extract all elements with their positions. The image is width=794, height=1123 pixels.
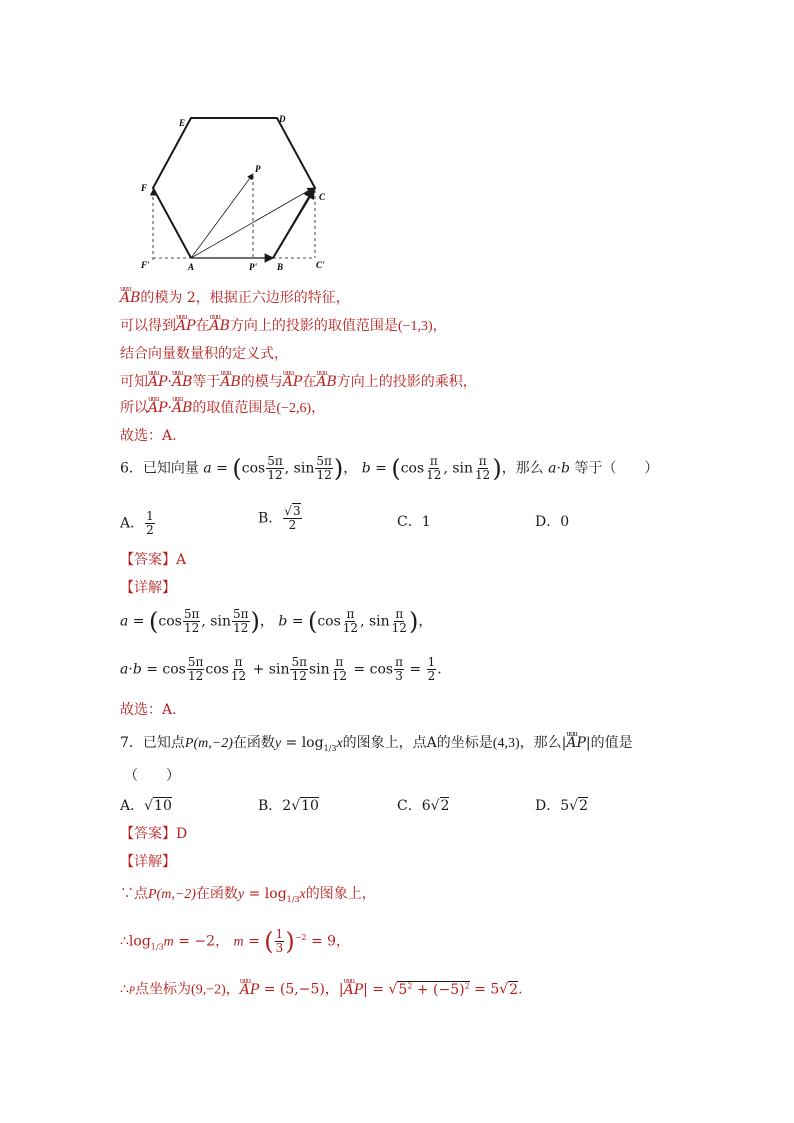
label-b: B: [277, 262, 284, 272]
vector-ap: [191, 174, 253, 258]
q6-stem: 6．已知向量 a = (cos $\frac{5\pi}{12}$ , sin $\frac{5\pi}{12}$ )， b = (cos $\frac{\pi}{12}$ , sin $\frac{\pi}{12}$ )，那么 a·b 等于（ ）: [120, 454, 659, 483]
sol5-line3: 结合向量数量积的定义式，: [120, 346, 288, 362]
sol5-choice: 故选：A.: [120, 428, 177, 444]
q7-option-b[interactable]: B．2√10: [258, 798, 319, 814]
q7-detail-line2: $\therefore\log_{1/3}m = -2$， m = ( $\frac{1}{3}$ )$^{-2}$ = 9，: [120, 927, 351, 956]
sol5-line4: 可知uuu AP·uuu AB等于uuu AB的模与uuu AP在uuu AB方向上的投影的乘积，: [120, 372, 477, 392]
q6-option-a[interactable]: A． $\frac{1}{2}$: [120, 509, 154, 537]
label-d: D: [279, 114, 286, 124]
hexagon-figure: [136, 108, 336, 278]
q6-option-c[interactable]: C．1: [397, 514, 431, 530]
edge-bc: [273, 188, 314, 258]
q7-stem: 7．已知点P(m,−2)在函数$y = \log_{1/3}x$的图象上，点A的坐标是(4,3)，那么|uuu AP|的值是: [120, 733, 633, 759]
q7-answer: 【答案】D: [120, 826, 188, 842]
q7-option-a[interactable]: A．√10: [120, 798, 172, 814]
q7-detail-heading: 【详解】: [120, 854, 176, 870]
label-f: F: [141, 183, 148, 193]
label-e: E: [179, 118, 186, 128]
label-p: P: [255, 164, 261, 174]
vector-af: [153, 188, 191, 258]
sol5-line2: 可以得到uuu AP在uuu AB方向上的投影的取值范围是(−1,3)，: [120, 316, 447, 337]
label-f-prime: F': [141, 260, 150, 270]
label-p-prime: P': [249, 262, 257, 272]
q6-choice: 故选：A.: [120, 702, 177, 718]
sol5-line1: uuu AB的模为 2，根据正六边形的特征，: [120, 288, 350, 308]
sol5-line5: 所以uuu AP·uuu AB的取值范围是(−2,6)，: [120, 398, 325, 419]
q6-detail-heading: 【详解】: [120, 580, 176, 596]
q7-option-d[interactable]: D．5√2: [535, 798, 588, 814]
q6-detail-line2: a·b = cos $\frac{5\pi}{12}$ cos $\frac{\pi}{12}$ + sin $\frac{5\pi}{12}$ sin $\frac{\pi}{12}$ = cos $\frac{\pi}{3}$ = $\frac{1}{2}$ .: [120, 655, 442, 683]
hexagon-edges: [153, 118, 315, 258]
q6-option-d[interactable]: D．0: [535, 514, 570, 530]
q6-answer: 【答案】A: [120, 552, 187, 568]
label-a: A: [188, 262, 195, 272]
q7-detail-line3: ∴P点坐标为(9,−2)，uuu AP = (5,−5)，|uuu $AP| = √5^2 + (-5)^2 = 5√2$.: [120, 976, 523, 1002]
q6-option-b[interactable]: B． $\frac{√3}{2}$: [258, 504, 301, 532]
q6-detail-line1: a = (cos $\frac{5\pi}{12}$ , sin $\frac{5\pi}{12}$ )， b = (cos $\frac{\pi}{12}$ , sin $\frac{\pi}{12}$ )，: [120, 607, 433, 636]
label-c: C: [319, 192, 326, 202]
q7-option-c[interactable]: C．6√2: [397, 798, 450, 814]
label-c-prime: C': [316, 260, 325, 270]
q7-detail-line1: ∵点P(m,−2)在函数$y = \log_{1/3}x$的图象上，: [120, 886, 376, 904]
q7-paren: （ ）: [124, 768, 180, 784]
